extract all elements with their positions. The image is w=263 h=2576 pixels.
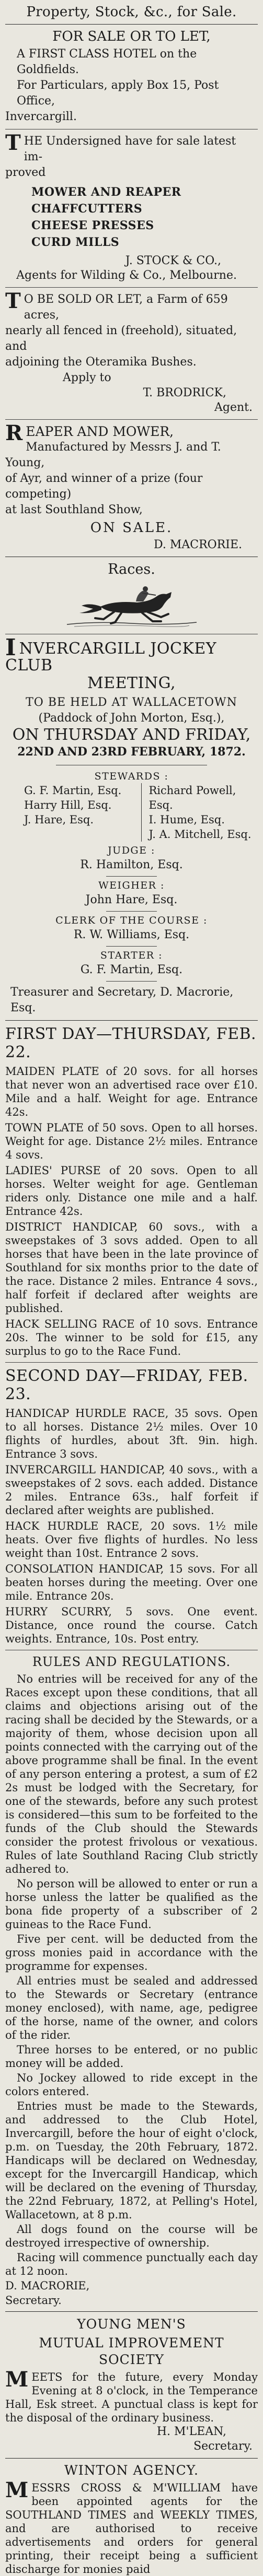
reaper-ad [5, 424, 258, 552]
winton-agency-notice [5, 2463, 258, 2576]
race-entry: HANDICAP HURDLE RACE, 35 sovs. Open to all horses. Distance 2½ miles. Over 10 flights of hurdles, about 3ft. 9in. high. Entrance 3 sovs. [5, 1407, 258, 1460]
weigher-label: WEIGHER : [98, 880, 165, 891]
ymis-title: YOUNG MEN'S [77, 2317, 186, 2332]
race-entry: MAIDEN PLATE of 20 sovs. for all horses that never won an advertised race over £10. Mile and a half. Weight for age. Entrance 42s. [5, 1065, 258, 1118]
rule-paragraph: All dogs found on the course will be destroyed irrespective of ownership. [5, 2223, 258, 2249]
stewards-left-col [24, 783, 141, 842]
farm-ad-signature: T. BRODRICK, [143, 386, 226, 399]
hotel-ad-line: For Particulars, apply Box 15, Post Office, [17, 79, 219, 108]
treasurer-line: Treasurer and Secretary, D. Macrorie, Esq. [10, 986, 234, 1014]
race-entry: INVERCARGILL HANDICAP, 40 sovs., with a sweepstakes of 2 sovs. each added. Distance 2 miles. Entrance 63s., half forfeit if declared after weights are published. [5, 1463, 258, 1517]
farm-ad-line: adjoining the Oteramika Bushes. [5, 356, 197, 369]
stock-ad-dropcap: T [5, 134, 21, 155]
winton-dropcap: M [5, 2481, 29, 2502]
divider [106, 981, 157, 982]
divider [5, 2311, 258, 2312]
stewards-right-col [141, 783, 258, 842]
rule-paragraph: Racing will commence punctually each day at 12 noon. [5, 2251, 258, 2277]
divider [106, 911, 157, 912]
jockey-club-dropcap: I [5, 639, 16, 661]
hotel-ad-title: FOR SALE OR TO LET, [52, 29, 211, 44]
divider [5, 1020, 258, 1021]
horse-racing-icon [64, 582, 200, 630]
page-title: Property, Stock, &c., for Sale. [26, 4, 237, 20]
starter-label: STARTER : [100, 950, 163, 961]
ymis-notice [5, 2316, 258, 2454]
stock-item: MOWER AND REAPER [31, 185, 181, 199]
ymis-role: Secretary. [193, 2440, 253, 2453]
reaper-ad-line: Manufactured by Messrs J. and T. Young, [5, 441, 221, 469]
first-day-programme [5, 1025, 258, 1358]
farm-ad-line: nearly all fenced in (freehold), situated, and [5, 324, 237, 353]
meeting-paddock: (Paddock of John Morton, Esq.), [38, 712, 225, 725]
farm-ad [5, 292, 258, 415]
clerk-name: R. W. Williams, Esq. [73, 928, 190, 941]
rule-paragraph: No person will be allowed to enter or run a horse unless the latter be qualified as the bona fide property of a subscriber of 2 guineas to the Race Fund. [5, 1877, 258, 1931]
ymis-text: EETS for the future, every Monday Evening at 8 o'clock, in the Temperance Hall, Esk street. A punctual class is kept for the disposal of the ordinary business. [5, 2371, 258, 2424]
stock-ad-line: HE Undersigned have for sale latest im- [24, 135, 236, 163]
weigher-name: John Hare, Esq. [85, 893, 178, 906]
reaper-ad-on-sale: ON SALE. [90, 520, 173, 536]
ymis-subtitle: MUTUAL IMPROVEMENT SOCIETY [39, 2335, 224, 2367]
reaper-ad-signature: D. MACRORIE. [154, 538, 242, 551]
race-entry: LADIES' PURSE of 20 sovs. Open to all horses. Welter weight for age. Gentleman riders only. Distance one mile and a half. Entrance 42s. [5, 1164, 258, 1218]
divider [106, 876, 157, 877]
race-entry: CONSOLATION HANDICAP, 15 sovs. For all beaten horses during the meeting. Over one mile. Entrance 20s. [5, 1563, 258, 1602]
second-day-programme [5, 1367, 258, 1646]
steward-name: Harry Hill, Esq. [24, 799, 112, 811]
jockey-club-title: NVERCARGILL JOCKEY CLUB [5, 640, 217, 675]
section-title: Races. [108, 561, 155, 577]
horse-racing-illustration [5, 582, 258, 630]
hotel-ad [5, 29, 258, 125]
stock-item: CURD MILLS [31, 235, 120, 249]
stock-item: CHAFFCUTTERS [31, 202, 143, 216]
farm-ad-dropcap: T [5, 292, 21, 313]
jockey-club-heading [5, 639, 258, 695]
stock-ad-signature: J. STOCK & CO., [125, 254, 221, 267]
rule-paragraph: Three horses to be entered, or no public money will be added. [5, 2043, 258, 2070]
ymis-signature: H. M'LEAN, [156, 2425, 226, 2438]
steward-name: G. F. Martin, Esq. [24, 784, 122, 797]
farm-ad-line: O BE SOLD OR LET, a Farm of 659 acres, [24, 293, 228, 322]
ymis-dropcap: M [5, 2370, 29, 2392]
rule-paragraph: Five per cent. will be deducted from the gross monies paid in accordance with the programme for expenses. [5, 1933, 258, 1972]
race-entry: TOWN PLATE of 50 sovs. Open to all horses. Weight for age. Distance 2½ miles. Entrance 4 sovs. [5, 1121, 258, 1161]
steward-name: Richard Powell, Esq. [148, 784, 236, 811]
race-entry: HACK HURDLE RACE, 20 sovs. 1½ mile heats. Over five flights of hurdles. No less weight than 10st. Entrance 2 sovs. [5, 1520, 258, 1559]
race-entry: HURRY SCURRY, 5 sovs. One event. Distance, once round the course. Catch weights. Entrance, 10s. Post entry. [5, 1605, 258, 1645]
rules-section [5, 1655, 258, 2307]
divider [5, 419, 258, 420]
hotel-ad-line: Invercargill. [5, 110, 77, 123]
divider [5, 2458, 258, 2459]
steward-name: J. Hare, Esq. [24, 813, 94, 826]
meeting-dates: 22ND AND 23RD FEBRUARY, 1872. [17, 745, 246, 759]
stock-item: CHEESE PRESSES [31, 219, 154, 232]
hotel-ad-line: A FIRST CLASS HOTEL on the Goldfields. [17, 48, 197, 76]
clerk-label: CLERK OF THE COURSE : [55, 915, 208, 926]
stewards-label: STEWARDS : [94, 771, 169, 782]
jockey-club-subtitle: MEETING, [87, 674, 176, 692]
day-title: SECOND DAY—FRIDAY, FEB. 23. [5, 1367, 248, 1403]
stock-ad [5, 134, 258, 283]
stewards-list [5, 783, 258, 842]
rule-paragraph: No Jockey allowed to ride except in the colors entered. [5, 2072, 258, 2098]
meeting-days: ON THURSDAY AND FRIDAY, [12, 726, 251, 744]
divider [106, 946, 157, 947]
steward-name: I. Hume, Esq. [148, 813, 225, 826]
farm-ad-apply: Apply to [63, 371, 111, 384]
rule-paragraph: Entries must be made to the Stewards, and addressed to the Club Hotel, Invercargill, before the hour of eight o'clock, p.m. on Tuesday, the 20th February, 1872. Handicaps will be declared on Wednesday, except for the Invercargill Handicap, which will be declared on the evening of Thursday, the 22nd February, 1872, at Pelling's Hotel, Wallacetown, at 8 p.m. [5, 2100, 258, 2221]
reaper-ad-line: at last Southland Show, [5, 503, 143, 516]
race-entry: DISTRICT HANDICAP, 60 sovs., with a sweepstakes of 3 sovs added. Open to all horses that have been in the late province of Southland for six months prior to the date of the race. Distance 2 miles. Entrance 4 sovs., half forfeit if declared after weights are published. [5, 1221, 258, 1315]
races-section [5, 561, 258, 1016]
rules-role: Secretary. [5, 2294, 62, 2307]
stock-ad-role: Agents for Wilding & Co., Melbourne. [16, 269, 237, 282]
day-title: FIRST DAY—THURSDAY, FEB. 22. [5, 1025, 257, 1061]
stock-ad-line: proved [5, 166, 46, 179]
steward-name: J. A. Mitchell, Esq. [148, 828, 251, 841]
reaper-ad-line: of Ayr, and winner of a prize (four competing) [5, 472, 203, 501]
divider [5, 24, 258, 25]
farm-ad-role: Agent. [214, 401, 253, 414]
rules-title: RULES AND REGULATIONS. [32, 1655, 231, 1669]
rule-paragraph: No entries will be received for any of the Races except upon these conditions, that all claims and objections arising out of the racing shall be decided by the Stewards, or a majority of them, whose decision upon all points connected with the carrying out of the above programme shall be final. In the event of any person entering a protest, a sum of £2 2s must be lodged with the Secretary, for one of the stewards, before any such protest is considered—this sum to be forfeited to the funds of the Club should the Stewards consider the protest frivolous or vexatious. Rules of late Southland Racing Club strictly adhered to. [5, 1673, 258, 1875]
race-entry: HACK SELLING RACE of 10 sovs. Entrance 20s. The winner to be sold for £15, any surplus to go to the Race Fund. [5, 1318, 258, 1357]
reaper-ad-line: EAPER AND MOWER, [26, 424, 174, 439]
divider [5, 287, 258, 288]
winton-title: WINTON AGENCY. [64, 2463, 199, 2478]
rules-signature: D. MACRORIE, [5, 2279, 90, 2292]
rule-paragraph: All entries must be sealed and addressed to the Stewards or Secretary (entrance money enclosed), with name, age, pedigree of the horse, name of the owner, and colors of the rider. [5, 1975, 258, 2041]
reaper-ad-dropcap: R [5, 424, 23, 445]
meeting-location: TO BE HELD AT WALLACETOWN [26, 696, 237, 709]
judge-name: R. Hamilton, Esq. [80, 858, 183, 871]
starter-name: G. F. Martin, Esq. [80, 963, 183, 976]
judge-label: JUDGE : [108, 845, 155, 856]
winton-text: ESSRS CROSS & M'WILLIAM have been appointed agents for the SOUTHLAND TIMES and WEEKLY TIMES, and are authorised to receive advertisements and orders for general printing, their receipt being a sufficient discharge for monies paid [5, 2482, 258, 2575]
divider [5, 1362, 258, 1363]
